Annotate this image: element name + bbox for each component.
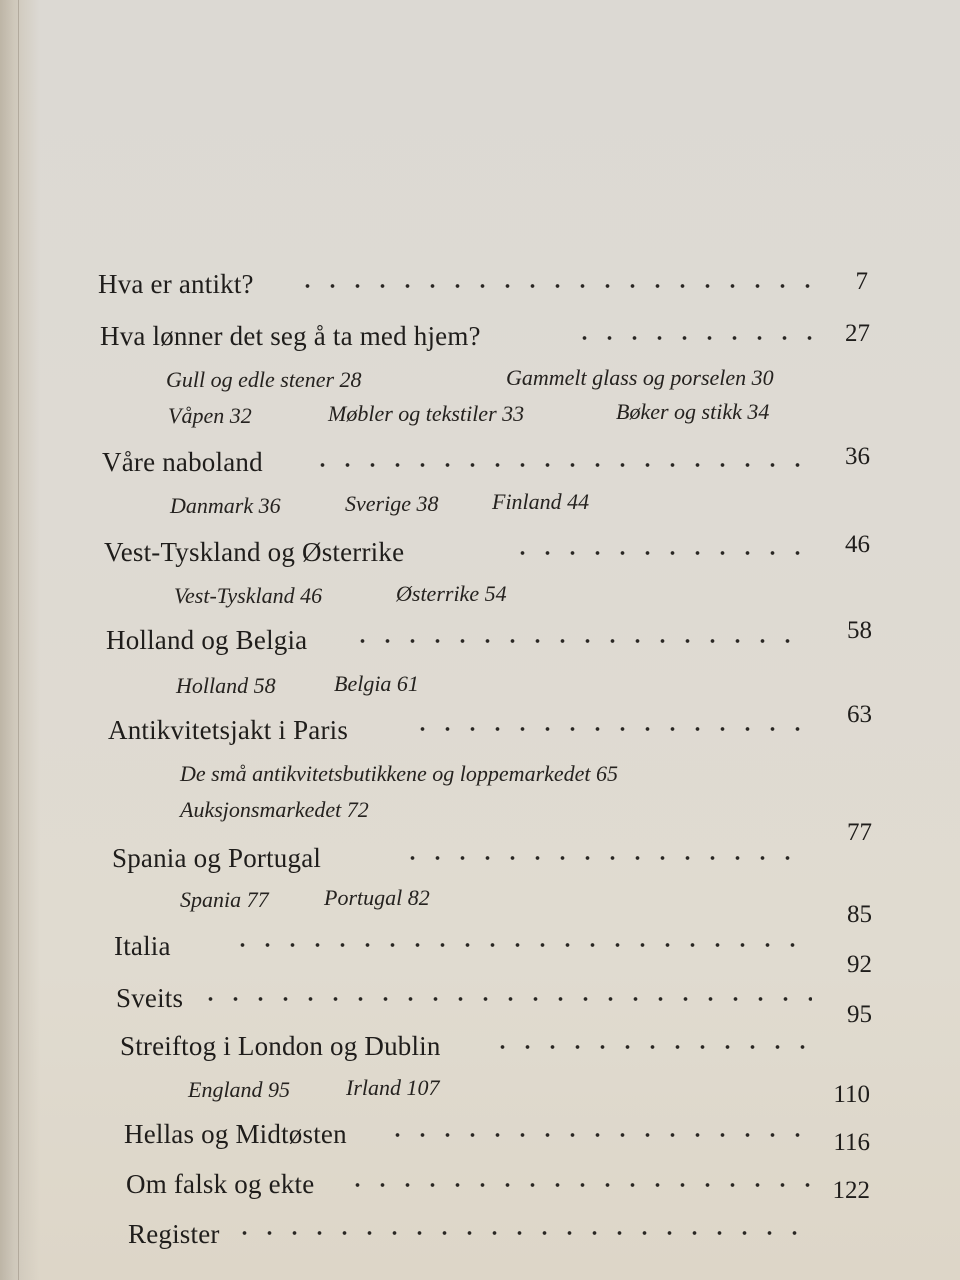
toc-subentry: Spania 77 [180, 887, 269, 912]
toc-entry-page: 7 [855, 268, 868, 295]
toc-entry [112, 842, 321, 874]
toc-subentry: Portugal 82 [324, 885, 430, 910]
toc-entry-page: 36 [845, 443, 870, 470]
toc-subentry: Danmark 36 [170, 493, 281, 518]
toc-entry-title: Sveits [116, 983, 184, 1013]
toc-entry [128, 1218, 220, 1250]
toc-leader-dots [400, 855, 810, 861]
toc-leader-dots [198, 996, 812, 1002]
toc-entry-title: Hellas og Midtøsten [124, 1119, 347, 1149]
toc-subentry: Gull og edle stener 28 [166, 367, 362, 392]
toc-entry-title: Våre naboland [102, 447, 263, 477]
toc-subentry: Vest-Tyskland 46 [174, 583, 323, 608]
toc-entry [106, 624, 307, 656]
toc-leader-dots [295, 283, 810, 289]
toc-entry-page: 27 [845, 320, 870, 347]
toc-leader-dots [490, 1044, 812, 1050]
toc-leader-dots [410, 726, 810, 732]
toc-entry [114, 930, 171, 962]
toc-entry-title: Vest-Tyskland og Østerrike [104, 537, 405, 567]
toc-entry-page: 77 [847, 819, 872, 846]
toc-entry-title: Hva lønner det seg å ta med hjem? [100, 321, 481, 351]
toc-entry [102, 446, 263, 478]
toc-entry-page: 92 [847, 951, 872, 978]
toc-entry-title: Register [128, 1219, 220, 1249]
toc-entry-page: 63 [847, 701, 872, 728]
toc-entry-page: 110 [833, 1081, 870, 1108]
toc-subentry: Finland 44 [492, 489, 590, 514]
toc-subentry: Auksjonsmarkedet 72 [180, 797, 369, 822]
toc-leader-dots [345, 1182, 812, 1188]
toc-leader-dots [510, 550, 810, 556]
toc-leader-dots [230, 942, 812, 948]
toc-entry-title: Spania og Portugal [112, 843, 322, 873]
toc-entry [108, 714, 348, 746]
toc-entry-title: Streiftog i London og Dublin [120, 1031, 441, 1061]
toc-entry [120, 1030, 441, 1062]
toc-entry [116, 982, 183, 1014]
toc-subentry: Møbler og tekstiler 33 [328, 401, 525, 426]
toc-subentry: Sverige 38 [345, 491, 439, 516]
toc-entry-page: 116 [833, 1129, 870, 1156]
toc-subentry: Bøker og stikk 34 [616, 399, 770, 424]
toc-entry-title: Hva er antikt? [98, 269, 254, 299]
toc-subentry: Gammelt glass og porselen 30 [506, 365, 774, 390]
toc-leader-dots [385, 1132, 812, 1138]
toc-entry-page: 46 [845, 531, 870, 558]
toc-entry [104, 536, 404, 568]
toc-entry-title: Holland og Belgia [106, 625, 308, 655]
toc-entry [126, 1168, 314, 1200]
toc-leader-dots [232, 1230, 812, 1236]
toc-subentry: Østerrike 54 [396, 581, 507, 606]
toc-entry [124, 1118, 347, 1150]
toc-entry-page: 58 [847, 617, 872, 644]
toc-entry-title: Om falsk og ekte [126, 1169, 315, 1199]
toc-entry-page: 122 [832, 1177, 870, 1204]
toc-entry [100, 320, 481, 352]
toc-leader-dots [310, 462, 810, 468]
toc-entry-page: 95 [847, 1001, 872, 1028]
toc-entry-page: 85 [847, 901, 872, 928]
toc-entry-title: Antikvitetsjakt i Paris [108, 715, 349, 745]
toc-subentry: Irland 107 [346, 1075, 440, 1100]
toc-subentry: Holland 58 [176, 673, 276, 698]
toc-subentry: Våpen 32 [168, 403, 252, 428]
toc-subentry: Belgia 61 [334, 671, 419, 696]
toc-leader-dots [350, 638, 810, 644]
toc-leader-dots [572, 335, 812, 341]
toc-subentry: De små antikvitetsbutikkene og loppemarkedet 65 [180, 761, 619, 786]
toc-entry [98, 268, 254, 300]
toc-entry-title: Italia [114, 931, 171, 961]
toc-subentry: England 95 [188, 1077, 291, 1102]
